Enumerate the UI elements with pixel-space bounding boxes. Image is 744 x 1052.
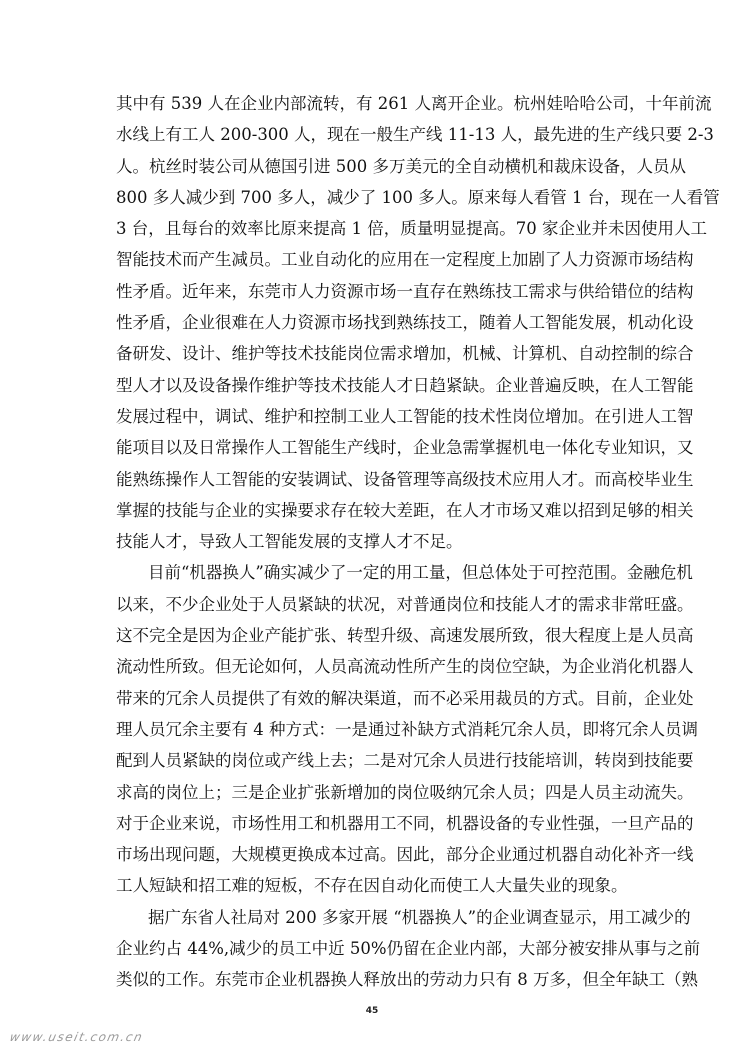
text-line: 带来的冗余人员提供了有效的解决渠道，而不必采用裁员的方式。目前，企业处 bbox=[116, 688, 694, 708]
text-line: 类似的工作。东莞市企业机器换人释放出的劳动力只有 8 万多，但全年缺工（熟 bbox=[116, 970, 698, 990]
text-line: 据广东省人社局对 200 多家开展 “机器换人”的企业调查显示，用工减少的 bbox=[148, 907, 691, 927]
text-line: 这不完全是因为企业产能扩张、转型升级、高速发展所致，很大程度上是人员高 bbox=[116, 626, 694, 646]
text-line: 技能人才，导致人工智能发展的支撑人才不足。 bbox=[116, 532, 463, 552]
text-line: 备研发、设计、维护等技术技能岗位需求增加，机械、计算机、自动控制的综合 bbox=[116, 344, 694, 364]
text-line: 性矛盾，企业很难在人力资源市场找到熟练技工，随着人工智能发展，机动化设 bbox=[116, 313, 694, 333]
text-line: 性矛盾。近年来，东莞市人力资源市场一直存在熟练技工需求与供给错位的结构 bbox=[116, 281, 694, 301]
text-line: 配到人员紧缺的岗位或产线上去；二是对冗余人员进行技能培训，转岗到技能要 bbox=[116, 751, 694, 771]
text-line: 求高的岗位上；三是企业扩张新增加的岗位吸纳冗余人员；四是人员主动流失。 bbox=[116, 782, 694, 802]
page-number: 45 bbox=[365, 1006, 379, 1016]
text-line: 3 台，且每台的效率比原来提高 1 倍，质量明显提高。70 家企业并未因使用人工 bbox=[116, 219, 707, 239]
text-line: 其中有 539 人在企业内部流转，有 261 人离开企业。杭州娃哈哈公司，十年前流 bbox=[116, 94, 712, 113]
text-line: 800 多人减少到 700 多人，减少了 100 多人。原来每人看管 1 台，现在一人看管 bbox=[116, 187, 720, 207]
text-line: 能项目以及日常操作人工智能生产线时，企业急需掌握机电一体化专业知识，又 bbox=[116, 438, 694, 458]
text-line: 企业约占 44%,减少的员工中近 50%仍留在企业内部，大部分被安排从事与之前 bbox=[116, 939, 701, 959]
text-line: 流动性所致。但无论如何，人员高流动性所产生的岗位空缺，为企业消化机器人 bbox=[116, 657, 694, 677]
text-line: 型人才以及设备操作维护等技术技能人才日趋紧缺。企业普遍反映，在人工智能 bbox=[116, 375, 694, 395]
paragraph-1 bbox=[116, 88, 720, 557]
watermark: www.useit.com.cn bbox=[8, 1030, 145, 1044]
text-line: 对于企业来说，市场性用工和机器用工不同，机器设备的专业性强，一旦产品的 bbox=[116, 813, 694, 833]
text-line: 智能技术而产生减员。工业自动化的应用在一定程度上加剧了人力资源市场结构 bbox=[116, 250, 694, 270]
text-line: 人。杭丝时装公司从德国引进 500 多万美元的全自动横机和裁床设备，人员从 bbox=[116, 156, 686, 176]
text-line: 目前“机器换人”确实减少了一定的用工量，但总体处于可控范围。金融危机 bbox=[148, 563, 693, 583]
text-line: 工人短缺和招工难的短板，不存在因自动化而使工人大量失业的现象。 bbox=[116, 876, 628, 896]
text-line: 市场出现问题，大规模更换成本过高。因此，部分企业通过机器自动化补齐一线 bbox=[116, 845, 694, 865]
text-line: 理人员冗余主要有 4 种方式：一是通过补缺方式消耗冗余人员，即将冗余人员调 bbox=[116, 719, 698, 739]
text-line: 发展过程中，调试、维护和控制工业人工智能的技术性岗位增加。在引进人工智 bbox=[116, 406, 694, 426]
paragraph-2 bbox=[116, 557, 698, 901]
text-line: 掌握的技能与企业的实操要求存在较大差距，在人才市场又难以招到足够的相关 bbox=[116, 500, 694, 520]
text-line: 以来，不少企业处于人员紧缺的状况，对普通岗位和技能人才的需求非常旺盛。 bbox=[116, 594, 694, 614]
text-line: 能熟练操作人工智能的安装调试、设备管理等高级技术应用人才。而高校毕业生 bbox=[116, 469, 694, 489]
text-line: 水线上有工人 200-300 人，现在一般生产线 11-13 人，最先进的生产线只要 2-3 bbox=[116, 125, 714, 145]
body-text bbox=[116, 88, 720, 996]
paragraph-3 bbox=[116, 902, 701, 996]
